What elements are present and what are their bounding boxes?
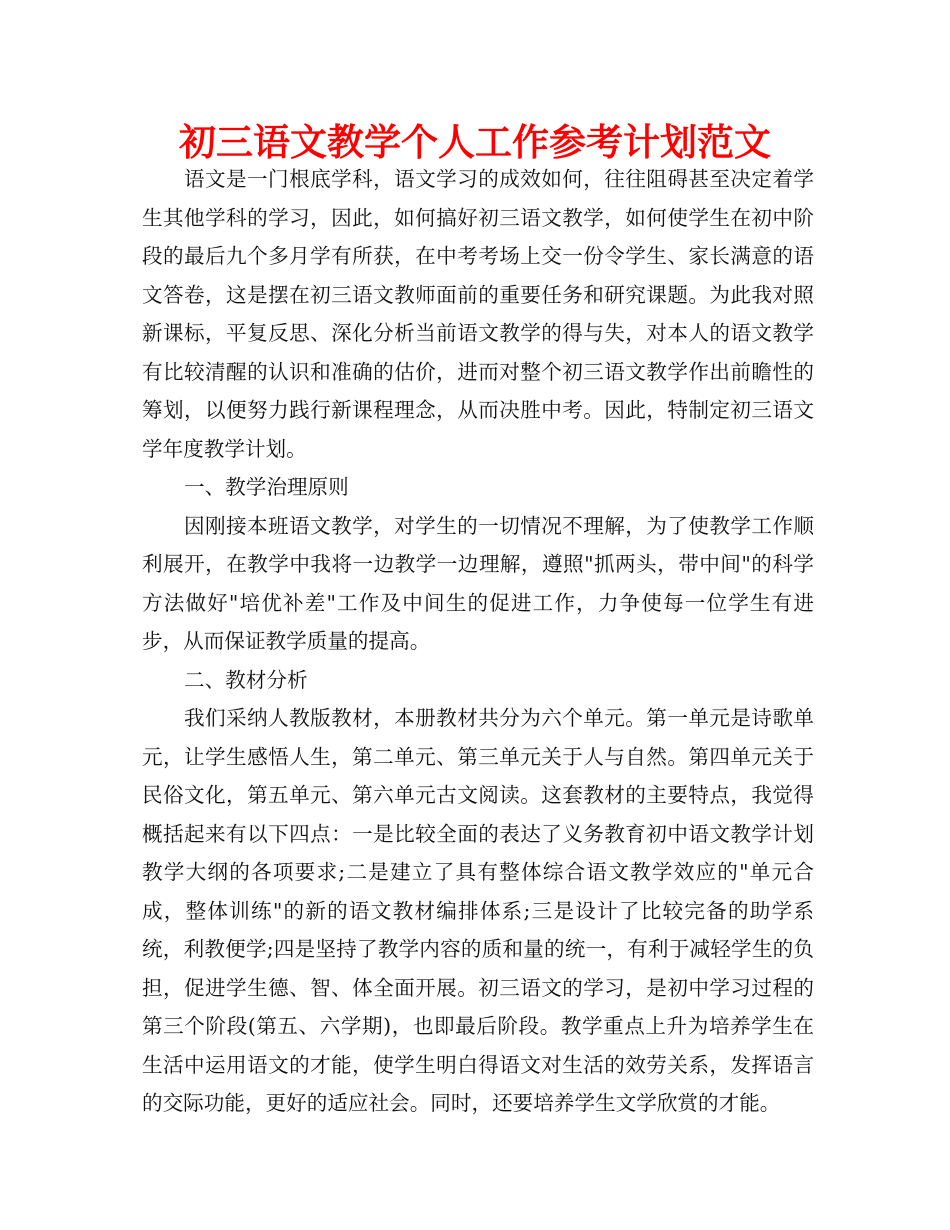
textbook-paragraph: 我们采纳人教版教材，本册教材共分为六个单元。第一单元是诗歌单元，让学生感悟人生，第二单元、第三单元关于人与自然。第四单元关于民俗文化，第五单元、第六单元古文阅读。这套教材的主要特点，我觉得概括起来有以下四点：一是比较全面的表达了义务教育初中语文教学计划教学大纲的各项要求;二是建立了具有整体综合语文教学效应的"单元合成，整体训练"的新的语文教材编排体系;三是设计了比较完备的助学系统，利教便学;四是坚持了教学内容的质和量的统一，有利于减轻学生的负担，促进学生德、智、体全面开展。初三语文的学习，是初中学习过程的第三个阶段(第五、六学期)，也即最后阶段。教学重点上升为培养学生在生活中运用语文的才能，使学生明白得语文对生活的效劳关系，发挥语言的交际功能，更好的适应社会。同时，还要培养学生文学欣赏的才能。	[142, 706, 814, 1115]
intro-paragraph: 语文是一门根底学科，语文学习的成效如何，往往阻碍甚至决定着学生其他学科的学习，因此，如何搞好初三语文教学，如何使学生在初中阶段的最后九个多月学有所获，在中考考场上交一份令学生、家长满意的语文答卷，这是摆在初三语文教师面前的重要任务和研究课题。为此我对照新课标，平复反思、深化分析当前语文教学的得与失，对本人的语文教学有比较清醒的认识和准确的估价，进而对整个初三语文教学作出前瞻性的筹划，以便努力践行新课程理念，从而决胜中考。因此，特制定初三语文学年度教学计划。	[142, 167, 814, 461]
document-body	[142, 160, 814, 1123]
section-heading-textbook: 二、教材分析	[184, 667, 308, 692]
principles-paragraph: 因刚接本班语文教学，对学生的一切情况不理解，为了使教学工作顺利展开，在教学中我将一边教学一边理解，遵照"抓两头，带中间"的科学方法做好"培优补差"工作及中间生的促进工作，力争使每一位学生有进步，从而保证教学质量的提高。	[142, 513, 814, 653]
document-title: 初三语文教学个人工作参考计划范文	[179, 121, 771, 164]
section-heading-principles: 一、教学治理原则	[184, 475, 349, 499]
